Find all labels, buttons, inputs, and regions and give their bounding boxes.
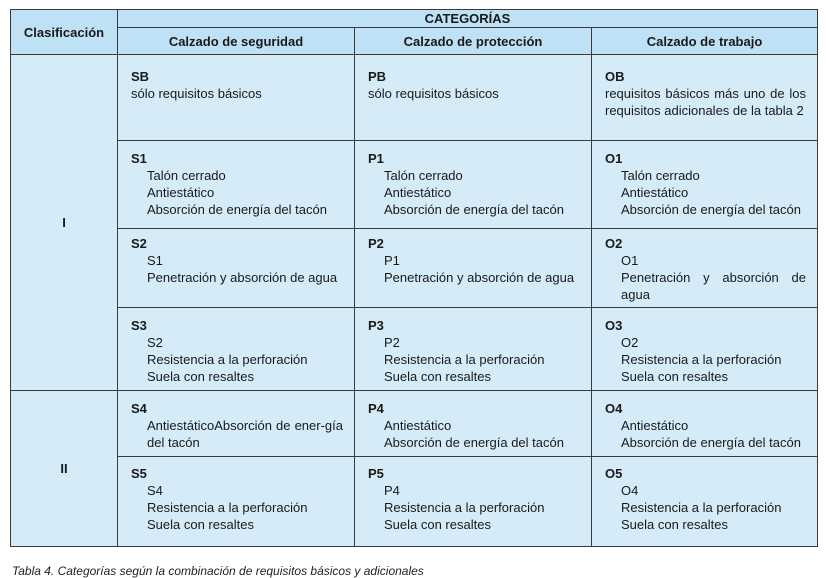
code-o3: O3 [605,318,623,333]
code-p4: P4 [368,401,384,416]
cell-text: Suela con resaltes [147,517,254,532]
cell-text: Absorción de energía del tacón [621,202,801,217]
cell-text: O1 [621,253,639,268]
table-caption: Tabla 4. Categorías según la combinación de requisitos básicos y adicionales [12,564,424,578]
cell-p3 [355,308,592,391]
cell-text: Penetración y absorción de agua [384,270,575,285]
cell-text: Resistencia a la perforación [147,352,308,367]
cell-text: Resistencia a la perforación [147,500,308,515]
cell-text: S1 [147,253,163,268]
cell-text: AntiestáticoAbsorción de ener-gía del tacón [147,418,343,450]
cell-text: Absorción de energía del tacón [384,435,564,450]
header-categorias: CATEGORÍAS [118,10,818,28]
code-s3: S3 [131,318,147,333]
cell-text: Antiestático [384,185,452,200]
class-label-ii: II [11,391,118,547]
cell-text: Antiestático [621,185,689,200]
cell-s3 [118,308,355,391]
cell-text: requisitos básicos más uno de los requisitos adicionales de la tabla 2 [605,86,806,118]
cell-p5 [355,457,592,547]
cell-o1 [592,141,818,229]
code-o5: O5 [605,466,623,481]
cell-text: Penetración y absorción de agua [621,270,806,302]
cell-p2 [355,229,592,308]
cell-text: Suela con resaltes [621,517,728,532]
cell-text: sólo requisitos básicos [131,86,262,101]
cell-p1 [355,141,592,229]
cell-text: Suela con resaltes [384,369,491,384]
cell-text: sólo requisitos básicos [368,86,499,101]
cell-o3 [592,308,818,391]
cell-text: Penetración y absorción de agua [147,270,338,285]
cell-p4 [355,391,592,457]
cell-text: Absorción de energía del tacón [384,202,564,217]
code-sb: SB [131,69,150,84]
code-s1: S1 [131,151,147,166]
cell-text: P1 [384,253,400,268]
cell-text: Talón cerrado [147,168,226,183]
cell-s2 [118,229,355,308]
cell-text: O4 [621,483,639,498]
header-calzado-proteccion: Calzado de protección [355,28,592,55]
class-label-i: I [11,55,118,391]
header-calzado-trabajo: Calzado de trabajo [592,28,818,55]
code-o2: O2 [605,236,623,251]
code-ob: OB [605,69,625,84]
cell-pb [355,55,592,141]
cell-o5 [592,457,818,547]
cell-text: S4 [147,483,163,498]
cell-text: Resistencia a la perforación [621,352,782,367]
cell-sb [118,55,355,141]
code-p3: P3 [368,318,384,333]
code-p1: P1 [368,151,384,166]
cell-text: Resistencia a la perforación [621,500,782,515]
cell-text: P2 [384,335,400,350]
header-calzado-seguridad: Calzado de seguridad [118,28,355,55]
cell-text: Talón cerrado [384,168,463,183]
code-p5: P5 [368,466,384,481]
code-o1: O1 [605,151,623,166]
code-o4: O4 [605,401,623,416]
cell-text: P4 [384,483,400,498]
cell-s1 [118,141,355,229]
cell-text: Absorción de energía del tacón [147,202,327,217]
code-s5: S5 [131,466,147,481]
cell-text: Antiestático [384,418,452,433]
cell-text: O2 [621,335,639,350]
cell-s4 [118,391,355,457]
cell-text: Suela con resaltes [621,369,728,384]
code-p2: P2 [368,236,384,251]
cell-o4 [592,391,818,457]
cell-text: Suela con resaltes [384,517,491,532]
cell-text: Absorción de energía del tacón [621,435,801,450]
code-s2: S2 [131,236,147,251]
cell-text: Resistencia a la perforación [384,500,545,515]
code-s4: S4 [131,401,147,416]
categories-table-container [10,9,817,547]
cell-text: Antiestático [147,185,215,200]
cell-ob [592,55,818,141]
categories-table [10,9,818,547]
cell-s5 [118,457,355,547]
cell-text: Resistencia a la perforación [384,352,545,367]
cell-text: Talón cerrado [621,168,700,183]
cell-o2 [592,229,818,308]
header-clasificacion: Clasificación [11,10,118,55]
code-pb: PB [368,69,387,84]
cell-text: S2 [147,335,163,350]
cell-text: Suela con resaltes [147,369,254,384]
cell-text: Antiestático [621,418,689,433]
